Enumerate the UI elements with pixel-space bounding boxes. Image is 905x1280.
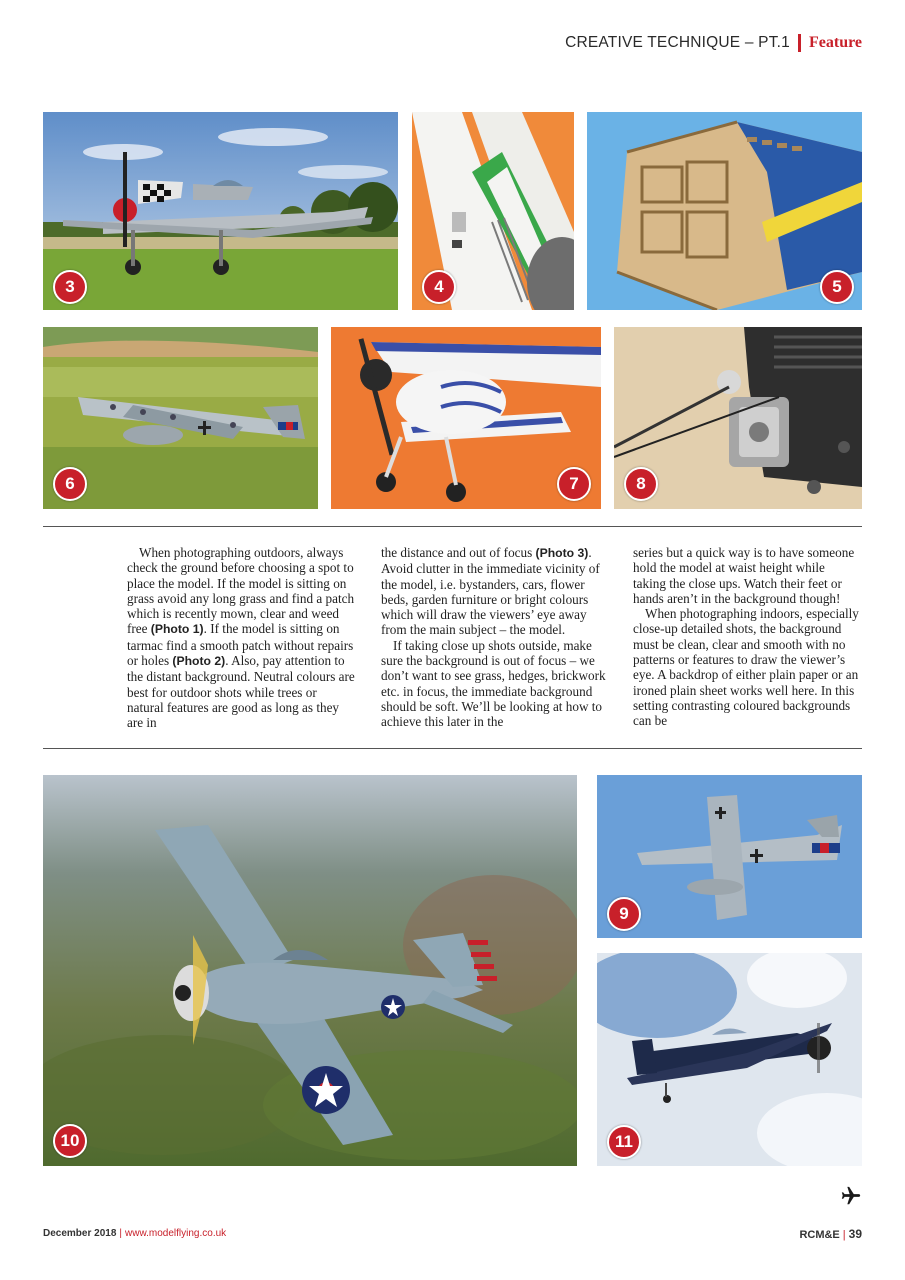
top-divider (43, 526, 862, 527)
footer-url[interactable]: www.modelflying.co.uk (125, 1228, 227, 1239)
footer-magazine: RCM&E (799, 1229, 840, 1241)
photo-10-badge: 10 (53, 1124, 87, 1158)
col3-paragraph-2: When photographing indoors, especially close-up detailed shots, the background must be clean, clear and smooth with no patterns or features to draw the viewer’s eye. A backdrop of either plain paper or an ironed plain sheet works well here. In this setting contrasting coloured backgrounds can be (633, 606, 859, 729)
photo-9-badge: 9 (607, 897, 641, 931)
article-column-1 (127, 545, 355, 731)
article-column-2 (381, 545, 609, 730)
photo-11-bearcat-sky (597, 953, 862, 1166)
photo-6-me262-flyby (43, 327, 318, 509)
col3-paragraph-1: series but a quick way is to have someone hold the model at waist height while taking the close ups. Watch their feet or hands aren’t in the background though! (633, 545, 855, 606)
footer-date: December 2018 (43, 1228, 117, 1239)
photo-ref: (Photo 2) (172, 654, 226, 669)
footer-left (43, 1228, 226, 1239)
photo-9-me262-sky (597, 775, 862, 938)
photo-10-wildcat (43, 775, 577, 1166)
header-section: Feature (808, 34, 862, 51)
col1-paragraph (127, 545, 355, 731)
airplane-icon (840, 1185, 862, 1207)
col2-paragraph-2: If taking close up shots outside, make sure the background is out of focus – we don’t want to see grass, hedges, brickwork etc. in focus, the immediate background should be soft. We’ll be looking at how to achieve this later in the (381, 637, 606, 730)
footer-right (799, 1227, 862, 1241)
header-title: CREATIVE TECHNIQUE – PT.1 (565, 34, 790, 51)
photo-11-badge: 11 (607, 1125, 641, 1159)
col2-paragraph-1 (381, 545, 609, 638)
footer-divider: | (842, 1229, 846, 1241)
header-divider (798, 34, 801, 52)
text-run: the distance and out of focus (381, 545, 536, 560)
photo-6-badge: 6 (53, 467, 87, 501)
photo-7-biplane (331, 327, 601, 509)
photo-5-fuselage-structure (587, 112, 862, 310)
footer-divider: | (119, 1228, 122, 1239)
text-run: . Also, pay attention to the distant background. Neutral colours are best for outdoor shots while trees or natural features are good as long as they are in (127, 653, 355, 731)
text-run: When photographing outdoors, always check the ground before choosing a spot to place the model. If the model is sitting on grass avoid any long grass and find a patch which is recently mown, clear and weed free (127, 545, 355, 637)
photo-ref: (Photo 3) (535, 546, 589, 560)
photo-7-badge: 7 (557, 467, 591, 501)
photo-4-badge: 4 (422, 270, 456, 304)
photo-8-engine-carburettor (614, 327, 862, 509)
bottom-divider (43, 748, 862, 749)
page-header (565, 34, 862, 52)
photo-8-badge: 8 (624, 467, 658, 501)
page-number: 39 (848, 1227, 862, 1241)
text-run: . Avoid clutter in the immediate vicinity of the model, i.e. bystanders, cars, flower beds, garden furniture or bright colours which will draw the viewers’ eye away from the main subject – the model. (381, 545, 600, 638)
photo-5-badge: 5 (820, 270, 854, 304)
photo-3-badge: 3 (53, 270, 87, 304)
text-run: . If the model is sitting on tarmac find a smooth patch without repairs or holes (127, 621, 354, 669)
photo-3-mustang (43, 112, 398, 310)
article-column-3 (633, 545, 861, 729)
photo-4-wing-detail (412, 112, 574, 310)
photo-ref: (Photo 1) (150, 622, 204, 637)
